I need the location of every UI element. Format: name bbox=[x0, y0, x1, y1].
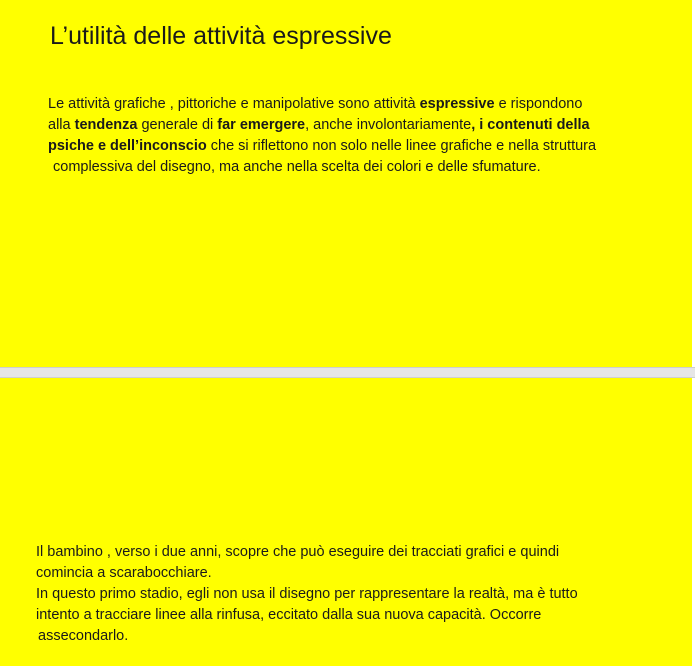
paragraph-line-3 bbox=[48, 137, 596, 155]
bold-span: tendenza bbox=[74, 117, 138, 133]
paragraph-line-2: comincia a scarabocchiare. bbox=[36, 565, 212, 581]
text-span: Le attività grafiche , pittoriche e manipolative sono attività bbox=[48, 96, 420, 112]
slide-scarabocchio bbox=[0, 378, 692, 666]
bold-span: , i contenuti della bbox=[471, 117, 590, 133]
slide-divider bbox=[0, 367, 695, 378]
paragraph-line-1: Il bambino , verso i due anni, scopre che può eseguire dei tracciati grafici e quindi bbox=[36, 544, 560, 560]
bold-span: espressive bbox=[419, 96, 495, 112]
bold-span: far emergere bbox=[217, 117, 306, 133]
paragraph-line-5: assecondarlo. bbox=[38, 628, 129, 644]
text-span: che si riflettono non solo nelle linee grafiche e nella struttura bbox=[206, 138, 597, 154]
text-span: generale di bbox=[137, 117, 218, 133]
text-span: alla bbox=[48, 117, 75, 133]
paragraph-line-1 bbox=[48, 95, 582, 113]
slide-title: L’utilità delle attività espressive bbox=[50, 22, 392, 50]
paragraph-line-4 bbox=[53, 158, 541, 176]
paragraph-line-4: intento a tracciare linee alla rinfusa, eccitato dalla sua nuova capacità. Occorre bbox=[36, 607, 542, 623]
bold-span: psiche e dell’inconscio bbox=[48, 138, 207, 154]
text-span: e rispondono bbox=[494, 96, 583, 112]
paragraph-line-3: In questo primo stadio, egli non usa il disegno per rappresentare la realtà, ma è tutto bbox=[36, 586, 578, 602]
text-span: complessiva del disegno, ma anche nella scelta dei colori e delle sfumature. bbox=[53, 159, 541, 175]
paragraph-line-2 bbox=[48, 116, 590, 134]
text-span: , anche involontariamente bbox=[305, 117, 472, 133]
